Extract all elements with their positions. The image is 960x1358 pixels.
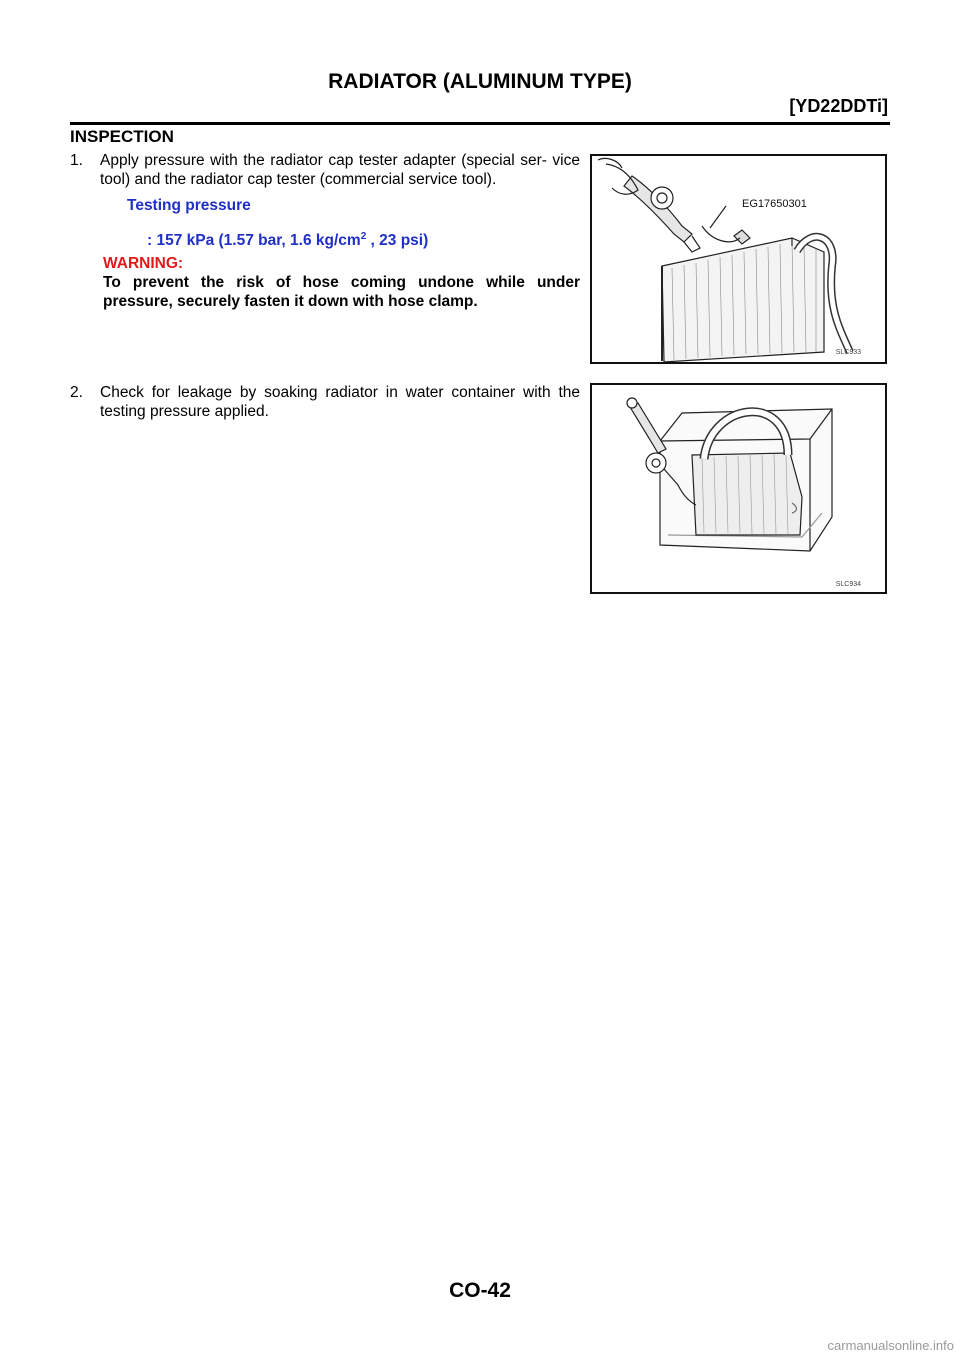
water-container-illustration [592,385,885,592]
section-heading: INSPECTION [70,127,174,146]
text-column [70,0,580,1358]
radiator-tester-illustration [592,156,885,362]
page-number: CO-42 [449,1279,511,1302]
spec-label: Testing pressure [127,197,251,214]
engine-code: [YD22DDTi] [789,96,888,116]
figure-callout-tool: EG17650301 [742,198,807,210]
figure-code: SLC933 [835,349,861,356]
step-2 [70,383,580,421]
step-number: 1. [70,152,83,169]
figure-cap-tester [590,154,887,364]
spec-value-main: : 157 kPa (1.57 bar, 1.6 kg/cm [147,232,361,250]
watermark-text: carmanualsonline.info [827,1338,954,1353]
step-text: Apply pressure with the radiator cap tester adapter (special ser- vice tool) and the radiator cap tester (commercial service tool). [100,152,580,188]
step-number: 2. [70,384,83,401]
spec-value-tail: , 23 psi) [366,232,429,250]
warning-label: WARNING: [103,255,184,272]
warning-text: To prevent the risk of hose coming undone while under pressure, securely fasten it down with hose clamp. [103,274,580,310]
step-text: Check for leakage by soaking radiator in water container with the testing pressure applied. [100,384,580,420]
figure-soak-test [590,383,887,594]
figure-code: SLC934 [835,581,861,588]
page-title: RADIATOR (ALUMINUM TYPE) [328,70,632,93]
step-1 [70,151,580,189]
spec-value [147,227,428,250]
spec-value-superscript: 2 [360,231,367,242]
